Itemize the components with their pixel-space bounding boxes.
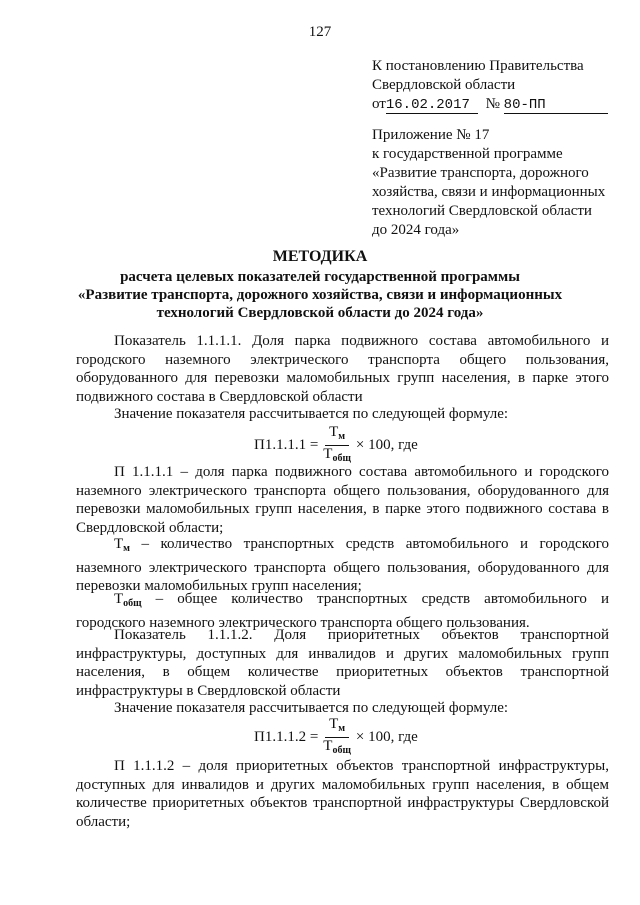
appendix-line-3: «Развитие транспорта, дорожного xyxy=(372,165,589,181)
definition-p1111: П 1.1.1.1 – доля парка подвижного состава автомобильного и городского наземного электрического транспорта общего пользования, оборудованного для перевозки маломобильных групп населения, в парке этого подвижного состава в Свердловской области; xyxy=(76,464,609,536)
doc-subtitle-1: расчета целевых показателей государственной программы xyxy=(120,269,520,285)
appendix-line-6: до 2024 года» xyxy=(372,222,460,238)
denominator-symbol: Т xyxy=(323,738,333,754)
numerator-subscript: м xyxy=(338,431,346,442)
denominator-subscript: общ xyxy=(332,745,351,756)
doc-title: МЕТОДИКА xyxy=(272,248,368,265)
number-prefix: № xyxy=(485,96,500,112)
formula-2 xyxy=(254,716,418,759)
paragraph-indicator-1: Показатель 1.1.1.1. Доля парка подвижного состава автомобильного и городского наземного электрического транспорта общего пользования, оборудованного для перевозки маломобильных групп населения, в парке этого подвижного состава в Свердловской области xyxy=(76,333,609,405)
formula-intro-1: Значение показателя рассчитывается по следующей формуле: xyxy=(114,406,509,422)
appendix-line-2: к государственной программе xyxy=(372,146,563,162)
denominator-subscript: общ xyxy=(332,453,351,464)
numerator-symbol: Т xyxy=(329,424,339,440)
decree-number: 80-ПП xyxy=(504,98,608,114)
tobshch-subscript: общ xyxy=(123,598,142,609)
numerator-symbol: Т xyxy=(329,716,339,732)
doc-subtitle-2: «Развитие транспорта, дорожного хозяйства, связи и информационных xyxy=(77,287,563,303)
header-date-line xyxy=(372,95,608,114)
paragraph-indicator-2: Показатель 1.1.1.2. Доля приоритетных объектов транспортной инфраструктуры, доступных для инвалидов и других маломобильных групп населения, в общем количестве приоритетных объектов транспортной инфраструктуры в Свердловской области xyxy=(76,627,609,699)
formula-2-lhs: П1.1.1.2 = xyxy=(254,729,319,745)
header-line-1: К постановлению Правительства xyxy=(372,58,584,74)
numerator-subscript: м xyxy=(338,723,346,734)
tm-text: – количество транспортных средств автомобильного и городского наземного электрического транспорта общего пользования, оборудованного для перевозки маломобильных групп населения; xyxy=(76,536,609,594)
definition-p1112: П 1.1.1.2 – доля приоритетных объектов транспортной инфраструктуры, доступных для инвалидов и других маломобильных групп населения, в общем количестве приоритетных объектов транспортной инфраструктуры Свердловской области; xyxy=(76,758,609,830)
formula-intro-2: Значение показателя рассчитывается по следующей формуле: xyxy=(114,700,509,716)
denominator-symbol: Т xyxy=(323,446,333,462)
formula-2-denominator xyxy=(321,738,353,759)
appendix-line-4: хозяйства, связи и информационных xyxy=(372,184,606,200)
appendix-block xyxy=(372,126,605,240)
formula-1-fraction xyxy=(321,424,353,467)
formula-2-numerator xyxy=(325,716,349,738)
tobshch-text: – общее количество транспортных средств автомобильного и городского наземного электрического транспорта общего пользования. xyxy=(76,591,609,631)
page-number: 127 xyxy=(308,24,332,40)
appendix-line-1: Приложение № 17 xyxy=(372,127,490,143)
tobshch-symbol: Т xyxy=(114,591,124,607)
formula-1-rhs: × 100, где xyxy=(355,437,418,453)
formula-2-rhs: × 100, где xyxy=(355,729,418,745)
formula-2-fraction xyxy=(321,716,353,759)
tm-subscript: м xyxy=(123,543,130,554)
doc-subtitle-3: технологий Свердловской области до 2024 года» xyxy=(156,305,484,321)
tm-symbol: Т xyxy=(114,536,124,552)
formula-1-lhs: П1.1.1.1 = xyxy=(254,437,319,453)
formula-1-numerator xyxy=(325,424,349,446)
header-block xyxy=(372,57,608,114)
header-line-2: Свердловской области xyxy=(372,77,516,93)
appendix-line-5: технологий Свердловской области xyxy=(372,203,592,219)
decree-date: 16.02.2017 xyxy=(386,98,478,114)
definition-tm xyxy=(76,535,609,596)
date-prefix: от xyxy=(372,96,386,112)
formula-1 xyxy=(254,424,418,467)
